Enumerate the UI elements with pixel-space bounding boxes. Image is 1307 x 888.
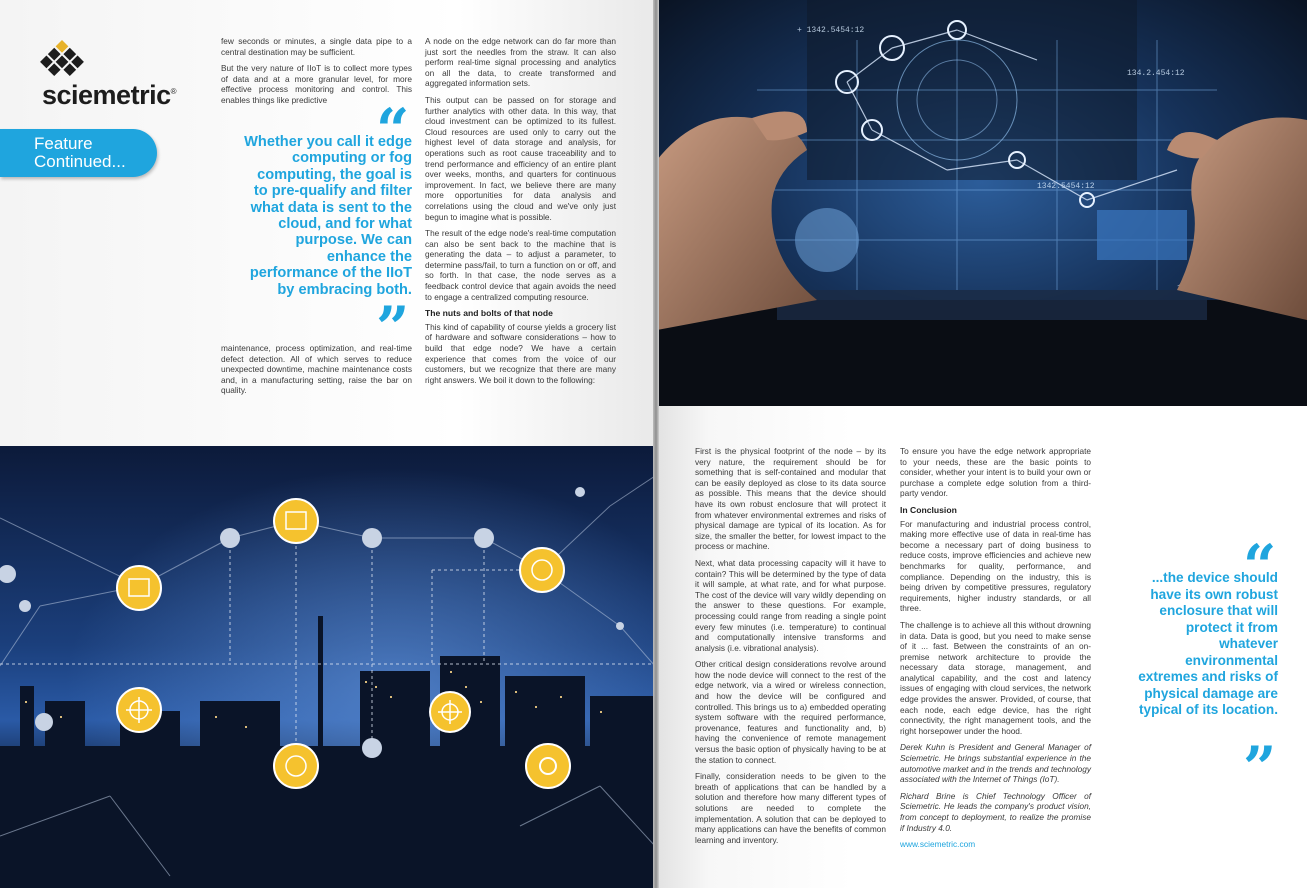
left-col1-bottom: [221, 343, 412, 402]
node-gauge-icon-2: [274, 744, 318, 788]
logo-wordmark: sciemetric®: [42, 80, 176, 110]
left-col2: [425, 36, 616, 391]
industrial-network-image: [0, 446, 655, 888]
right-col2: [900, 446, 1091, 856]
paragraph: This kind of capability of course yields a grocery list of hardware and software considerations – how to build that edge node? We have a certain experience that comes from the voice of our customers, but we recognize that there are many right answers. We boil it down to the following:: [425, 321, 616, 385]
section-heading: In Conclusion: [900, 504, 957, 515]
node-gear-icon: [526, 744, 570, 788]
website-link[interactable]: www.sciemetric.com: [900, 839, 976, 850]
open-quote-mark: “: [376, 96, 410, 164]
paragraph: For manufacturing and industrial process control, making more effective use of data in real-time has become a necessary part of doing business to reduce costs, improve efficiencies and achieve new benchmarks for quality, performance, and compliance. Depending on the industry, this is being driven by competitive pressures, regulatory requirements, higher industry standards, or all three.: [900, 518, 1091, 614]
paragraph: This output can be passed on for storage and further analytics with other data. In this way, that cloud investment can be optimized to its fullest. Cloud resources are used only to carry out the highest level of data storage and analysis, for operations such as root cause traceability and to trend performance and efficiency of an entire plant over weeks, months, and quarters for continuous improvement. In fact, we believe there are many more opportunities for data analysis and correlations using the cloud and we've only just begun to imagine what is possible.: [425, 94, 616, 222]
hands-network-image: [657, 0, 1307, 406]
author-bio: Derek Kuhn is President and General Manager of Sciemetric. He brings substantial experience in the automotive market and in the trends and technology associated with the Internet of Things (IoT).: [900, 742, 1091, 785]
paragraph: But the very nature of IIoT is to collect more types of data and at a more granular level, for more effective process monitoring and control. This enables things like predictive: [221, 63, 412, 105]
paragraph: The result of the edge node's real-time computation can also be sent back to the machine that is generating the data – to adjust a parameter, to determine pass/fail, to turn a function on or off, and so forth. In that case, the node serves as a feedback control device that again avoids the need to engage a centralized computing resource.: [425, 228, 616, 302]
paragraph: maintenance, process optimization, and real-time defect detection. All of which serves to reduce unexpected downtime, machine maintenance costs and, in a manufacturing setting, raise the bar on quality.: [221, 343, 412, 396]
open-quote-mark-right: “: [1243, 532, 1277, 600]
hud-readout: 134.2.454:12: [1127, 69, 1185, 78]
feature-continued-tab: [0, 129, 157, 177]
node-target-icon-2: [430, 692, 470, 732]
node-target-icon-1: [117, 688, 161, 732]
close-quote-mark: ”: [376, 294, 410, 362]
hud-readout: + 1342.5454:12: [797, 26, 865, 35]
paragraph: To ensure you have the edge network appropriate to your needs, these are the basic points to consider, whether your intent is to build your own or purchase a complete edge solution from a third-party vendor.: [900, 446, 1091, 499]
hud-readout: 1342.5454:12: [1037, 182, 1095, 191]
paragraph: Next, what data processing capacity will it have to contain? This will be determined by the type of data it will sample, at what rate, and for what purpose. The cost of the device will vary wildly depending on the answer to these questions. For example, processing could range from reading a single point every few minutes (i.e. temperature) to continual and computationally intensive transforms and analysis (i.e. vibrational analysis).: [695, 557, 886, 653]
right-pull-quote: ...the device should have its own robust enclosure that will protect it from whatever environmental extremes and risks of physical damage are typical of its location.: [1138, 570, 1278, 717]
node-chart-icon-2: [274, 499, 318, 543]
paragraph: Finally, consideration needs to be given to the breath of applications that can be handled by a solution and therefore how many different types of solutions are needed to complete the implementation. A solution that can be deployed to many applications can have the benefits of common learning and inventory.: [695, 771, 886, 845]
paragraph: The challenge is to achieve all this without drowning in data. Data is good, but you need to make sense of it ... fast. Between the constraints of an on-premise network architecture to provide the necessary data storage, management, and analytical capability, and the cost and latency issues of engaging with cloud services, the network edge provides the answer. Provided, of course, that each node, each edge device, has the right connectivity, the right management tools, and the right horsepower under the hood.: [900, 619, 1091, 736]
node-chart-icon-1: [117, 566, 161, 610]
left-pull-quote: Whether you call it edge computing or fog computing, the goal is to pre-qualify and filter what data is sent to the cloud, and for what purpose. We can enhance the performance of the IIoT by embracing both.: [244, 134, 412, 298]
right-col1: [695, 446, 886, 851]
paragraph: A node on the edge network can do far more than just sort the needles from the straw. It can also perform real-time signal processing and analytics on all the data, to create transformed and aggregated information sets.: [425, 36, 616, 89]
section-heading: The nuts and bolts of that node: [425, 308, 553, 319]
author-bio: Richard Brine is Chief Technology Officer of Sciemetric. He leads the company's product vision, from concept to deployment, to realize the promise if Industry 4.0.: [900, 790, 1091, 833]
feature-tab-line2: Continued...: [34, 152, 126, 171]
close-quote-mark-right: ”: [1243, 734, 1277, 802]
sciemetric-logo: [34, 36, 184, 110]
spine-gutter: [653, 0, 659, 888]
paragraph: few seconds or minutes, a single data pipe to a central destination may be sufficient.: [221, 36, 412, 57]
node-gauge-icon-1: [520, 548, 564, 592]
feature-tab-line1: Feature: [34, 134, 93, 153]
paragraph: Other critical design considerations revolve around how the node device will connect to the rest of the edge network, via a wired or wireless connection, and how the device will be configured and controlled. This brings us to a) embedded operating system software with the required performance, provenance, features and functionality and, b) having the convenience of remote management versus the basic option of physically having to be at the station to connect.: [695, 659, 886, 765]
paragraph: First is the physical footprint of the node – by its very nature, the requirement should be for something that is self-contained and modular that can be easily deployed as close to its data source as possible. This means that the device should have its own robust enclosure that will protect it from whatever environmental extremes and risks of physical damage are typical of its location. As for size, the smaller the better, for lowest impact to the process or machine.: [695, 446, 886, 552]
